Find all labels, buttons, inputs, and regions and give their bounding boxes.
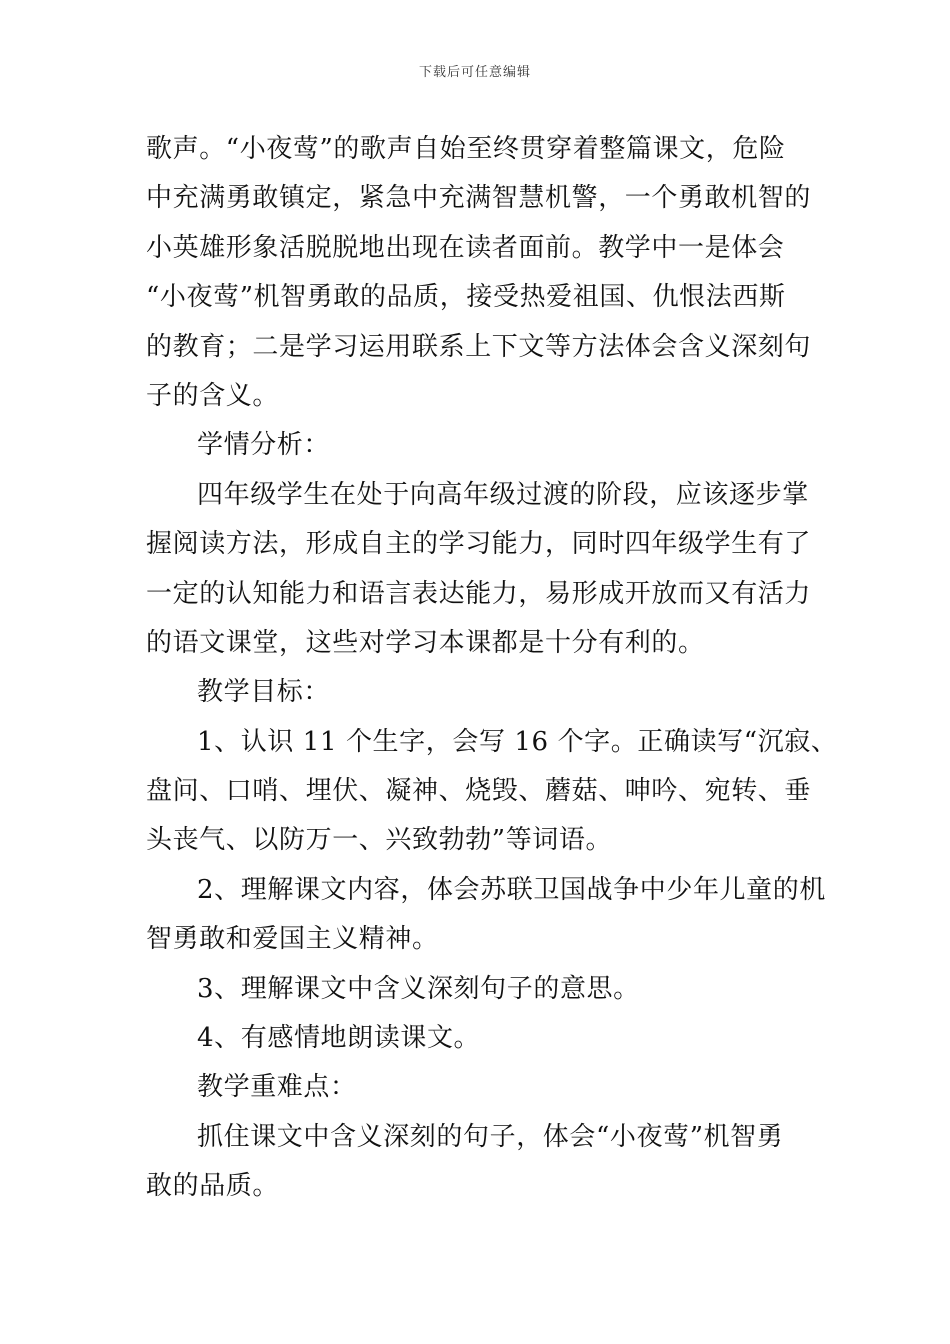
page-header: 下载后可任意编辑 xyxy=(418,65,531,80)
text-line: 3、理解课文中含义深刻句子的意思。 xyxy=(197,973,640,1004)
text-line: 中充满勇敢镇定，紧急中充满智慧机警，一个勇敢机智的 xyxy=(146,183,812,214)
text-line: 头丧气、以防万一、兴致勃勃”等词语。 xyxy=(146,825,613,856)
text-line: 的语文课堂，这些对学习本课都是十分有利的。 xyxy=(146,627,705,658)
text-line: 智勇敢和爱国主义精神。 xyxy=(146,924,439,955)
text-line: 1、认识 11 个生字，会写 16 个字。正确读写“沉寂、 xyxy=(197,726,838,757)
text-line: 歌声。“小夜莺”的歌声自始至终贯穿着整篇课文，危险 xyxy=(146,134,786,164)
document-body xyxy=(146,125,838,1212)
text-line: 的教育；二是学习运用联系上下文等方法体会含义深刻句 xyxy=(146,331,812,362)
text-line: “小夜莺”机智勇敢的品质，接受热爱祖国、仇恨法西斯 xyxy=(146,282,786,313)
text-line: 四年级学生在处于向高年级过渡的阶段，应该逐步掌 xyxy=(197,479,809,510)
text-line: 教学重难点： xyxy=(197,1072,357,1103)
text-line: 敢的品质。 xyxy=(146,1171,280,1202)
text-line: 2、理解课文内容，体会苏联卫国战争中少年儿童的机 xyxy=(197,874,826,905)
text-line: 握阅读方法，形成自主的学习能力，同时四年级学生有了 xyxy=(146,529,812,560)
text-line: 盘问、口哨、埋伏、凝神、烧毁、蘑菇、呻吟、宛转、垂 xyxy=(146,776,812,807)
text-line: 小英雄形象活脱脱地出现在读者面前。教学中一是体会 xyxy=(146,232,785,263)
text-line: 一定的认知能力和语言表达能力，易形成开放而又有活力 xyxy=(146,578,812,609)
text-line: 教学目标： xyxy=(197,677,331,708)
text-line: 子的含义。 xyxy=(146,380,280,411)
text-line: 抓住课文中含义深刻的句子，体会“小夜莺”机智勇 xyxy=(197,1121,784,1152)
text-line: 4、有感情地朗读课文。 xyxy=(197,1023,481,1054)
text-line: 学情分析： xyxy=(197,430,331,461)
